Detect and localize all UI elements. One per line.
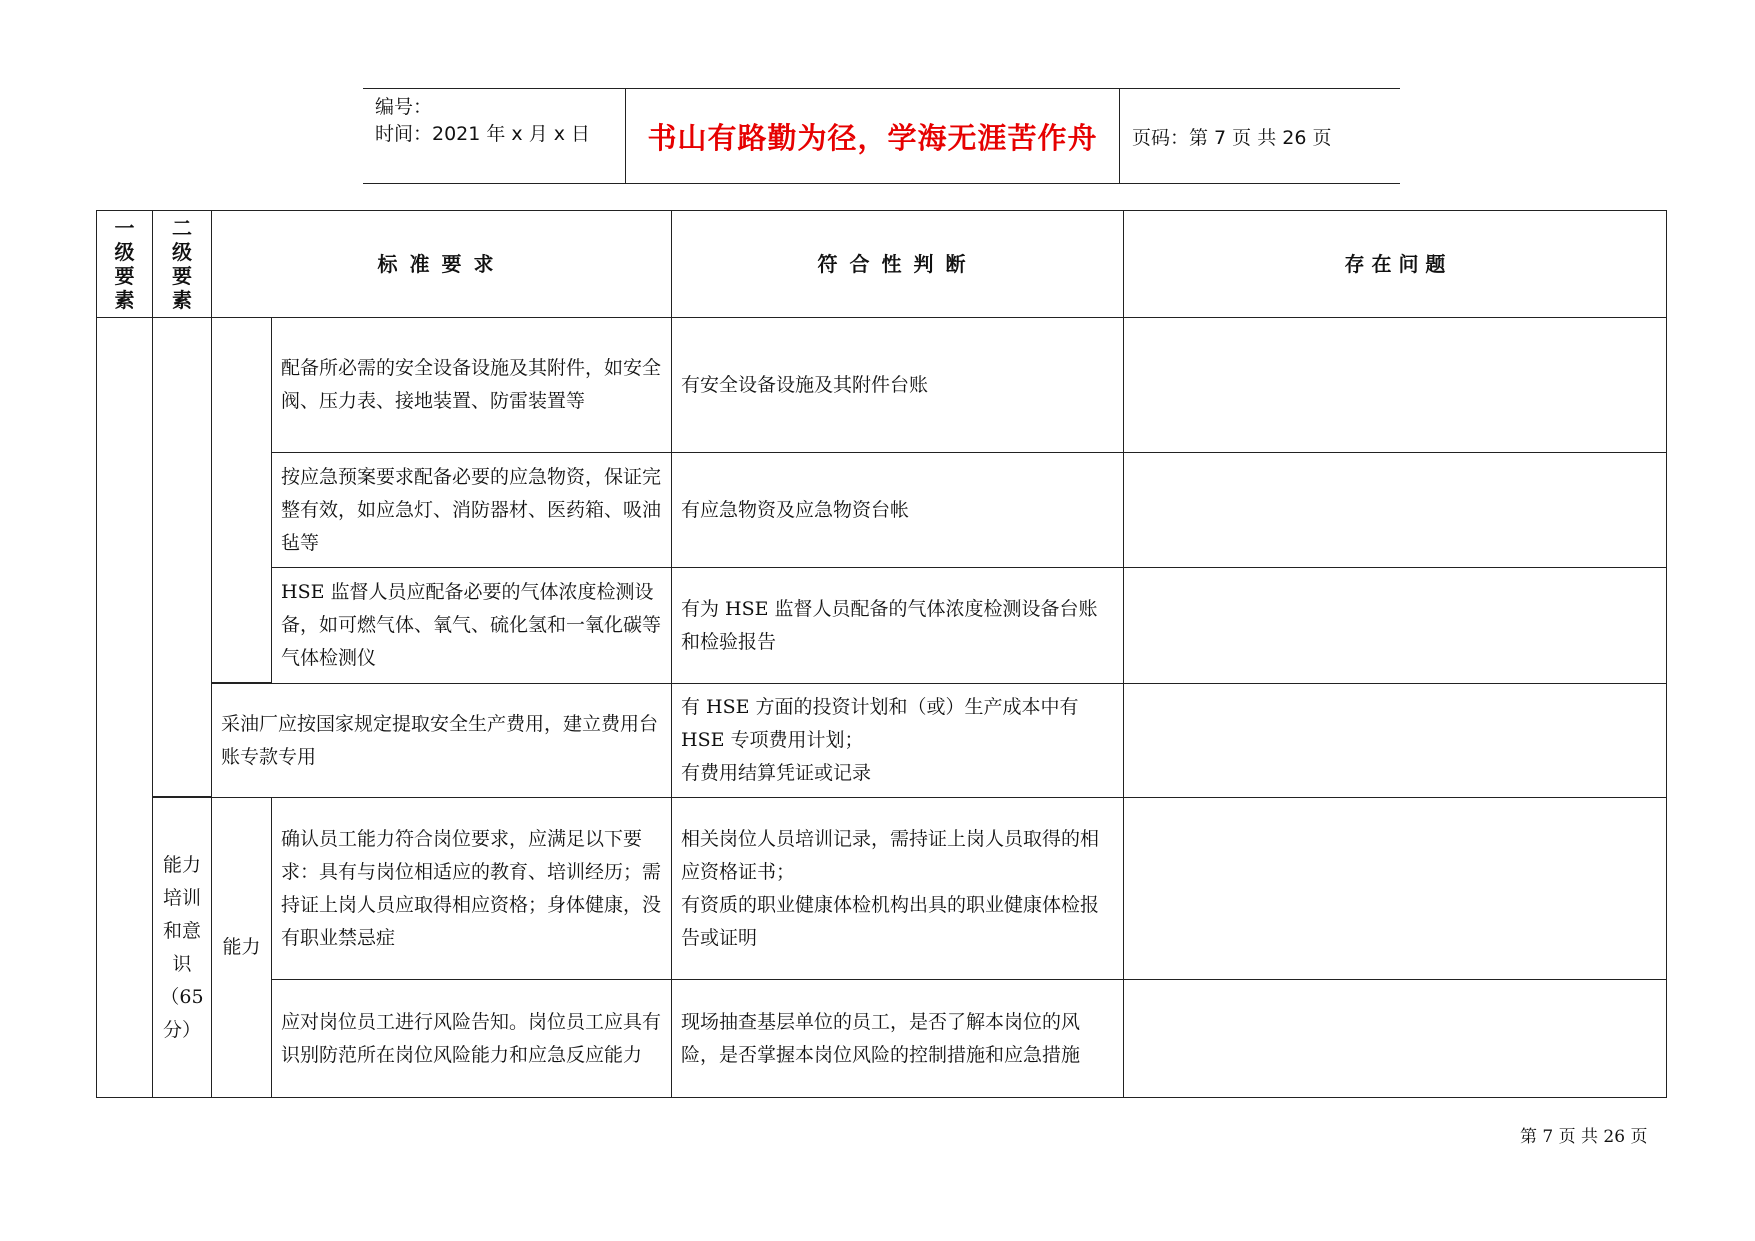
- compliance-cell: 有应急物资及应急物资台帐: [671, 452, 1124, 568]
- issues-cell[interactable]: [1123, 683, 1667, 798]
- header-page-label: 页码：第 7 页 共 26 页: [1132, 126, 1332, 149]
- level1-element-cell: [96, 317, 153, 1098]
- standard-cell: HSE 监督人员应配备必要的气体浓度检测设备，如可燃气体、氧气、硫化氢和一氧化碳等气体检测仪: [271, 567, 672, 684]
- document-number-label: 编号：: [375, 96, 433, 118]
- document-time-label: 时间：2021 年 x 月 x 日: [375, 123, 591, 145]
- standard-cell: 确认员工能力符合岗位要求，应满足以下要求：具有与岗位相适应的教育、培训经历；需持证上岗人员应取得相应资格；身体健康，没有职业禁忌症: [271, 797, 672, 980]
- issues-cell[interactable]: [1123, 567, 1667, 684]
- col-header-level1: 一 级 要 素: [96, 210, 153, 318]
- level2-element-competence-training: 能力 培训 和意 识 （65 分）: [152, 797, 212, 1098]
- col-header-compliance: 符合性判断: [671, 210, 1124, 318]
- level3-element-cell-upper: [211, 317, 272, 683]
- col-header-standard: 标准要求: [211, 210, 672, 318]
- level2-element-cell-upper: [152, 317, 212, 797]
- document-header: [363, 88, 1400, 184]
- col-header-issues: 存 在 问 题: [1123, 210, 1667, 318]
- standard-cell: 采油厂应按国家规定提取安全生产费用，建立费用台账专款专用: [211, 683, 672, 798]
- compliance-cell: 相关岗位人员培训记录，需持证上岗人员取得的相应资格证书； 有资质的职业健康体检机构出具的职业健康体检报告或证明: [671, 797, 1124, 980]
- issues-cell[interactable]: [1123, 317, 1667, 453]
- standard-cell: 按应急预案要求配备必要的应急物资，保证完整有效，如应急灯、消防器材、医药箱、吸油毡等: [271, 452, 672, 568]
- issues-cell[interactable]: [1123, 797, 1667, 980]
- standard-cell: 配备所必需的安全设备设施及其附件，如安全阀、压力表、接地装置、防雷装置等: [271, 317, 672, 453]
- page-footer: 第 7 页 共 26 页: [1520, 1127, 1648, 1147]
- compliance-cell: 现场抽查基层单位的员工，是否了解本岗位的风险，是否掌握本岗位风险的控制措施和应急措施: [671, 979, 1124, 1098]
- compliance-cell: 有为 HSE 监督人员配备的气体浓度检测设备台账和检验报告: [671, 567, 1124, 684]
- issues-cell[interactable]: [1123, 979, 1667, 1098]
- hse-requirements-table: [96, 210, 1667, 1098]
- col-header-level2: 二 级 要 素: [152, 210, 212, 318]
- header-motto: 书山有路勤为径，学海无涯苦作舟: [626, 89, 1120, 183]
- issues-cell[interactable]: [1123, 452, 1667, 568]
- standard-cell: 应对岗位员工进行风险告知。岗位员工应具有识别防范所在岗位风险能力和应急反应能力: [271, 979, 672, 1098]
- compliance-cell: 有安全设备设施及其附件台账: [671, 317, 1124, 453]
- header-info-cell: [363, 89, 626, 183]
- compliance-cell: 有 HSE 方面的投资计划和（或）生产成本中有 HSE 专项费用计划； 有费用结算凭证或记录: [671, 683, 1124, 798]
- level3-element-competence: 能力: [211, 797, 272, 1098]
